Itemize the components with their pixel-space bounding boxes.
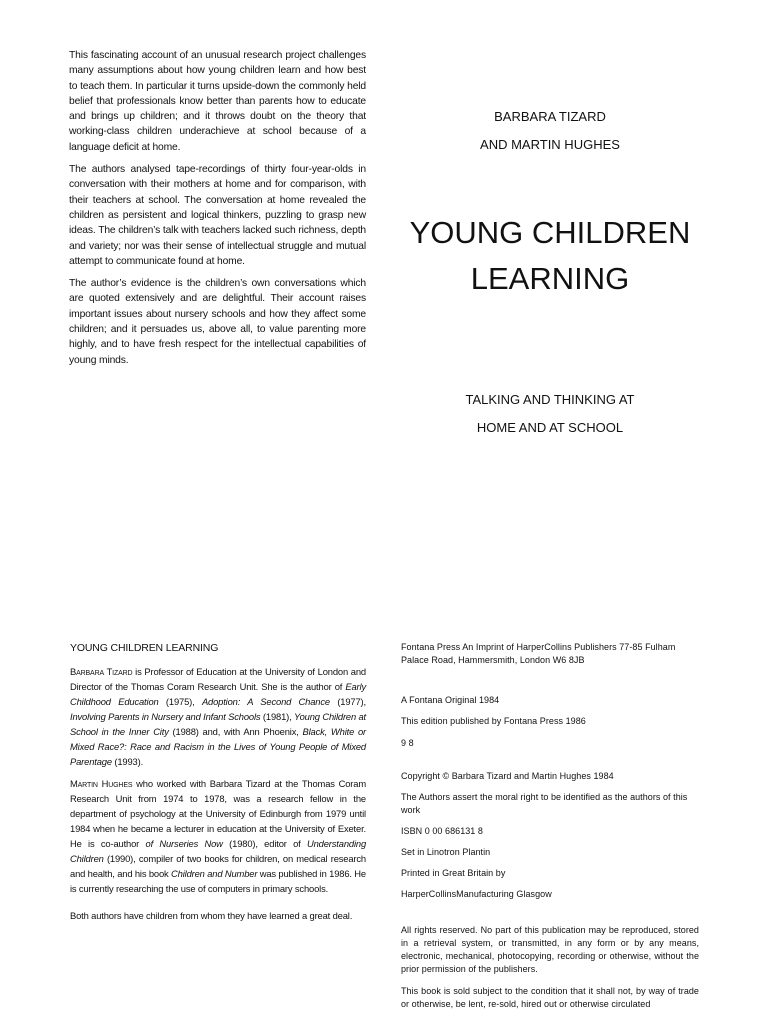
author-line: BARBARA TIZARD: [494, 109, 606, 124]
subtitle-line: HOME AND AT SCHOOL: [476, 420, 624, 435]
author-name: Barbara Tizard: [70, 666, 133, 677]
book-title: [396, 210, 704, 302]
book-reference: Children and Number: [171, 868, 258, 879]
subtitle-line: TALKING AND THINKING AT: [465, 392, 635, 407]
book-reference: Black, White or Mixed Race?: Race and Racism in the Lives of Young People of Mixed Parentage: [70, 726, 366, 767]
moral-right-notice: The Authors assert the moral right to be identified as the authors of this work: [401, 792, 688, 815]
blurb-paragraph: This fascinating account of an unusual research project challenges many assumptions about how young children learn and how best to teach them. In particular it turns upside-down the commonly held belief that professionals know better than parents how to educate and brings up children; and it throws doubt on the theory that working-class children underachieve at school because of a language deficit at home.: [69, 50, 366, 153]
typeset-note: Set in Linotron Plantin: [401, 847, 491, 857]
author-names: [396, 103, 704, 159]
isbn: ISBN 0 00 686131 8: [401, 826, 483, 836]
author-name: Martin Hughes: [70, 778, 133, 789]
blurb-paragraph: The author’s evidence is the children’s own conversations which are quoted extensively and are delightful. Their account raises important issues about nursery schools and how they affect some children; and it persuades us, above all, to value parenting more highly, and to have fresh respect for the intellectual capabilities of young minds.: [69, 278, 366, 366]
author-biographies: [70, 640, 366, 930]
sale-condition: This book is sold subject to the condition that it shall not, by way of trade or otherwise, be lent, re-sold, hired out or otherwise circulated: [401, 986, 699, 1009]
bio-barbara-tizard: Barbara Tizard is Professor of Education at the University of London and Director of the Thomas Coram Research Unit. She is the author of Early Childhood Education (1975), Adoption: A Second Chance (1977), Involving Parents in Nursery and Infant Schools (1981), Young Children at School in the Inner City (1988) and, with Ann Phoenix, Black, White or Mixed Race?: Race and Racism in the Lives of Young People of Mixed Parentage (1993).: [70, 666, 367, 767]
copyright-notice: Copyright © Barbara Tizard and Martin Hughes 1984: [401, 771, 614, 781]
title-line: YOUNG CHILDREN: [409, 215, 691, 250]
printer: HarperCollinsManufacturing Glasgow: [401, 889, 552, 899]
publisher-address: Fontana Press An Imprint of HarperCollins Publishers 77-85 Fulham Palace Road, Hammersmith, London W6 8JB: [401, 642, 676, 665]
copyright-page: [401, 641, 699, 1011]
book-reference: of Nurseries Now: [145, 838, 223, 849]
blurb-paragraph: The authors analysed tape-recordings of thirty four-year-olds in conversation with their mothers at home and for comparison, with their teachers at school. The conversation at home revealed the children as persistent and logical thinkers, puzzling to grasp new ideas. The children’s talk with teachers lacked such richness, depth and variety; nor was their sense of intellectual struggle and mutual attempt to communicate found at home.: [69, 164, 366, 267]
rights-notice: All rights reserved. No part of this publication may be reproduced, stored in a retrieval system, or transmitted, in any form or by any means, electronic, mechanical, photocopying, recording or otherwise, without the prior permission of the publishers.: [401, 925, 699, 974]
book-reference: Early Childhood Education: [70, 681, 366, 707]
edition-note: This edition published by Fontana Press 1986: [401, 716, 586, 726]
book-reference: Understanding Children: [70, 838, 367, 864]
title-line: LEARNING: [470, 261, 630, 296]
printed-in: Printed in Great Britain by: [401, 868, 506, 878]
back-cover-blurb: [69, 48, 366, 375]
book-reference: Adoption: A Second Chance: [201, 696, 330, 707]
print-numbers: 9 8: [401, 738, 414, 748]
book-reference: Young Children at School in the Inner City: [70, 711, 367, 737]
bio-heading: YOUNG CHILDREN LEARNING: [70, 642, 219, 654]
author-line: AND MARTIN HUGHES: [480, 137, 620, 152]
bio-martin-hughes: Martin Hughes who worked with Barbara Tizard at the Thomas Coram Research Unit from 1974 to 1978, was a research fellow in the department of psychology at the University of Edinburgh from 1979 until 1984 when he became a lecturer in education at the University of Exeter. He is co-author of Nurseries Now (1980), editor of Understanding Children (1990), compiler of two books for children, on medical research and health, and his book Children and Number was published in 1986. He is currently researching the use of computers in primary schools.: [70, 778, 367, 894]
original-edition: A Fontana Original 1984: [401, 695, 500, 705]
bio-closing: Both authors have children from whom they have learned a great deal.: [70, 910, 353, 921]
book-subtitle: [396, 386, 704, 442]
book-reference: Involving Parents in Nursery and Infant Schools: [70, 711, 261, 722]
